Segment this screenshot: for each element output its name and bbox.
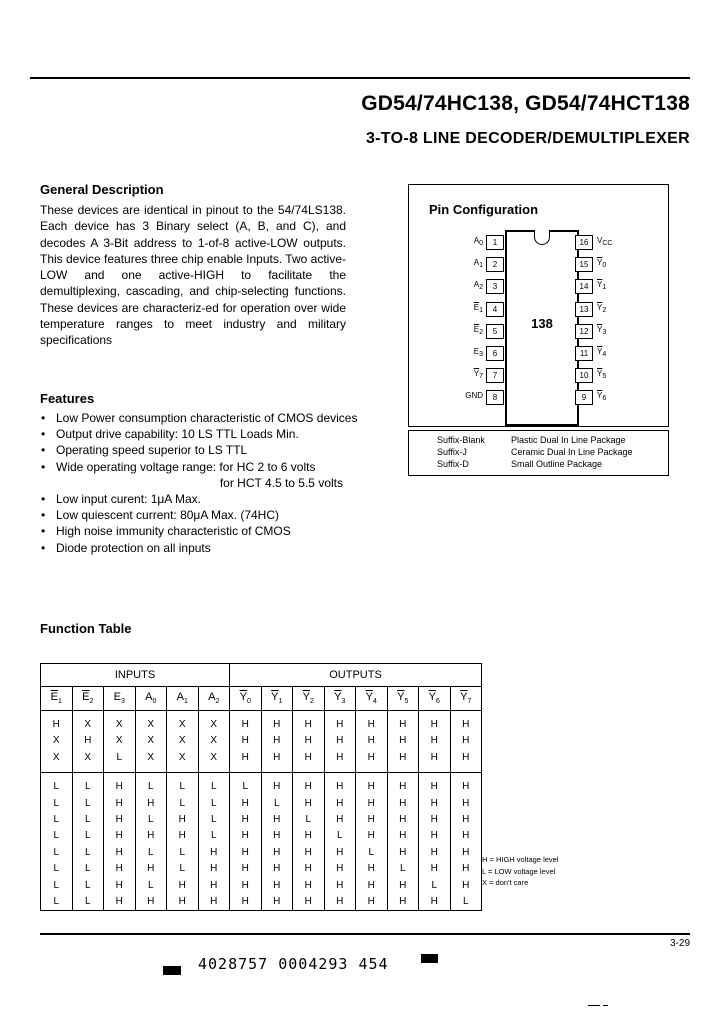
table-cell: L <box>104 750 136 773</box>
table-cell: H <box>104 812 136 828</box>
table-cell: H <box>167 828 199 844</box>
features-heading: Features <box>40 391 95 406</box>
table-cell: L <box>135 878 167 894</box>
table-cell: X <box>167 733 199 749</box>
table-row <box>41 845 482 861</box>
table-cell: L <box>72 812 104 828</box>
column-header: $\overline{Y}_6$ <box>419 687 451 711</box>
table-cell: L <box>419 878 451 894</box>
pin-label: GND <box>465 391 483 401</box>
suffix-row <box>437 447 633 457</box>
column-header: $\overline{E}_1$ <box>41 687 73 711</box>
pin-label: $\overline{Y}_3$ <box>597 324 607 336</box>
table-cell: H <box>167 878 199 894</box>
column-header: $A_1$ <box>167 687 199 711</box>
table-cell: H <box>324 894 356 911</box>
table-cell: H <box>230 796 262 812</box>
table-cell: H <box>450 812 482 828</box>
table-cell: H <box>104 878 136 894</box>
pin-label: $A_1$ <box>473 258 483 270</box>
pin-number-box: 8 <box>486 390 504 405</box>
pin-label: $\overline{E}_1$ <box>473 302 483 314</box>
table-cell: H <box>230 750 262 773</box>
feature-item: • Output drive capability: 10 LS TTL Loads Min. <box>40 426 360 442</box>
table-cell: H <box>72 733 104 749</box>
table-cell: H <box>261 711 293 734</box>
table-cell: L <box>41 861 73 877</box>
table-cell: L <box>387 861 419 877</box>
barcode-text: 4028757 0004293 454 <box>198 955 389 973</box>
table-cell: H <box>293 733 325 749</box>
suffix-value: Plastic Dual In Line Package <box>511 435 626 445</box>
suffix-key: Suffix-J <box>437 447 467 457</box>
table-cell: H <box>104 845 136 861</box>
table-cell: L <box>261 796 293 812</box>
table-cell: X <box>198 711 230 734</box>
feature-item: • Wide operating voltage range: for HC 2 to 6 volts <box>40 459 360 475</box>
column-header: $\overline{Y}_0$ <box>230 687 262 711</box>
column-header: $E_3$ <box>104 687 136 711</box>
column-header: $A_2$ <box>198 687 230 711</box>
pin-number-box: 11 <box>575 346 593 361</box>
pin-number-box: 7 <box>486 368 504 383</box>
table-cell: H <box>261 878 293 894</box>
legend-item: X = don't care <box>482 878 529 887</box>
footer-dash <box>588 1005 600 1006</box>
table-cell: H <box>419 828 451 844</box>
pin-label: $V_{CC}$ <box>597 236 613 247</box>
table-cell: L <box>72 878 104 894</box>
table-cell: L <box>72 845 104 861</box>
table-cell: X <box>135 750 167 773</box>
column-header: $\overline{Y}_7$ <box>450 687 482 711</box>
pin-label: $\overline{Y}_2$ <box>597 302 607 314</box>
barcode-block-left <box>163 966 181 975</box>
table-cell: H <box>356 894 388 911</box>
table-row <box>41 796 482 812</box>
table-cell: L <box>356 845 388 861</box>
table-cell: H <box>419 733 451 749</box>
column-header: $\overline{Y}_4$ <box>356 687 388 711</box>
table-cell: L <box>198 828 230 844</box>
table-cell: H <box>419 711 451 734</box>
table-cell: L <box>72 796 104 812</box>
table-cell: L <box>72 894 104 911</box>
table-cell: L <box>72 773 104 796</box>
table-cell: H <box>356 711 388 734</box>
suffix-row <box>437 435 626 445</box>
pin-label: $\overline{E}_2$ <box>473 324 483 336</box>
table-cell: X <box>72 711 104 734</box>
column-header: $\overline{Y}_3$ <box>324 687 356 711</box>
table-cell: H <box>104 861 136 877</box>
feature-item: • Low quiescent current: 80μA Max. (74HC) <box>40 507 360 523</box>
general-description-text <box>40 202 346 349</box>
table-cell: H <box>324 861 356 877</box>
table-cell: H <box>450 733 482 749</box>
table-cell: L <box>167 861 199 877</box>
table-cell: L <box>450 894 482 911</box>
feature-item-continuation: for HCT 4.5 to 5.5 volts <box>219 475 343 490</box>
table-cell: H <box>387 711 419 734</box>
table-cell: H <box>198 845 230 861</box>
document-subtitle: 3-TO-8 LINE DECODER/DEMULTIPLEXER <box>365 130 690 147</box>
table-cell: H <box>356 733 388 749</box>
pin-label: $A_0$ <box>473 236 483 247</box>
suffix-key: Suffix-D <box>437 459 469 469</box>
legend-item: H = HIGH voltage level <box>482 855 559 864</box>
pin-label: $A_2$ <box>473 280 483 292</box>
table-cell: H <box>387 773 419 796</box>
table-cell: X <box>104 711 136 734</box>
table-cell: H <box>387 733 419 749</box>
table-cell: L <box>167 845 199 861</box>
general-description-paragraph: These devices are identical in pinout to the 54/74LS138. Each device has 3 Binary select (A, B, and C), and decodes A 3-Bit address to 1-of-8 active-LOW outputs. This device features three chip enable Inputs. Two active-LOW and one active-HIGH to facilitate the demultiplexing, cascading, and chip-selecting functions. These devices are characteriz-ed for operation over wide temperature ranges to meet industry and military specifications <box>40 203 346 348</box>
table-cell: H <box>104 796 136 812</box>
table-row <box>41 878 482 894</box>
table-cell: H <box>261 773 293 796</box>
feature-item: • Operating speed superior to LS TTL <box>40 442 360 458</box>
table-cell: L <box>198 773 230 796</box>
function-table-legend <box>482 854 559 889</box>
table-cell: H <box>261 828 293 844</box>
feature-item: • Low input curent: 1μA Max. <box>40 491 360 507</box>
suffix-row <box>437 459 602 469</box>
table-cell: H <box>356 861 388 877</box>
pin-number-box: 3 <box>486 279 504 294</box>
column-header: $A_0$ <box>135 687 167 711</box>
table-cell: H <box>419 796 451 812</box>
table-cell: H <box>356 812 388 828</box>
table-cell: H <box>324 845 356 861</box>
column-header: $\overline{Y}_5$ <box>387 687 419 711</box>
table-cell: L <box>72 828 104 844</box>
document-title: GD54/74HC138, GD54/74HCT138 <box>361 92 690 115</box>
table-cell: H <box>324 750 356 773</box>
table-cell: H <box>230 828 262 844</box>
table-cell: H <box>293 750 325 773</box>
pin-number-box: 15 <box>575 257 593 272</box>
table-cell: L <box>41 828 73 844</box>
table-cell: H <box>135 796 167 812</box>
table-cell: X <box>41 733 73 749</box>
table-cell: H <box>387 894 419 911</box>
features-list <box>40 410 360 556</box>
function-table <box>40 663 482 911</box>
table-cell: H <box>324 711 356 734</box>
pin-label: $\overline{Y}_1$ <box>597 280 607 292</box>
table-cell: H <box>198 878 230 894</box>
table-cell: H <box>419 773 451 796</box>
table-cell: H <box>261 750 293 773</box>
table-cell: L <box>135 773 167 796</box>
table-cell: H <box>261 812 293 828</box>
legend-item: L = LOW voltage level <box>482 866 556 876</box>
inputs-group-header: INPUTS <box>41 664 230 687</box>
table-cell: H <box>387 812 419 828</box>
table-cell: H <box>198 861 230 877</box>
table-cell: X <box>72 750 104 773</box>
table-cell: H <box>293 796 325 812</box>
table-cell: X <box>135 733 167 749</box>
table-cell: H <box>135 894 167 911</box>
table-row <box>41 812 482 828</box>
table-cell: L <box>135 845 167 861</box>
table-cell: H <box>356 878 388 894</box>
table-cell: X <box>198 733 230 749</box>
pin-number-box: 14 <box>575 279 593 294</box>
feature-item: • High noise immunity characteristic of CMOS <box>40 523 360 539</box>
table-cell: H <box>419 894 451 911</box>
table-cell: H <box>387 845 419 861</box>
table-cell: H <box>324 812 356 828</box>
column-header: $\overline{Y}_2$ <box>293 687 325 711</box>
table-cell: H <box>230 711 262 734</box>
table-cell: L <box>167 796 199 812</box>
table-cell: L <box>41 878 73 894</box>
table-cell: H <box>293 845 325 861</box>
table-cell: H <box>198 894 230 911</box>
table-cell: H <box>293 861 325 877</box>
bottom-rule <box>40 933 690 935</box>
function-table-body <box>41 711 482 911</box>
table-cell: H <box>293 878 325 894</box>
table-row <box>41 894 482 911</box>
table-cell: H <box>135 828 167 844</box>
table-cell: X <box>167 711 199 734</box>
pin-number-box: 6 <box>486 346 504 361</box>
pin-number-box: 2 <box>486 257 504 272</box>
table-cell: L <box>41 796 73 812</box>
table-cell: H <box>356 773 388 796</box>
feature-item: • Low Power consumption characteristic of CMOS devices <box>40 410 360 426</box>
pin-configuration-heading: Pin Configuration <box>429 202 539 217</box>
table-cell: H <box>419 845 451 861</box>
table-cell: H <box>450 773 482 796</box>
table-cell: H <box>324 796 356 812</box>
footer-dash <box>603 1005 608 1006</box>
chip-package-outline <box>505 230 579 426</box>
pin-label: $\overline{Y}_6$ <box>597 391 607 403</box>
table-cell: H <box>450 845 482 861</box>
column-header-row <box>41 687 482 711</box>
table-cell: H <box>387 828 419 844</box>
table-cell: L <box>198 796 230 812</box>
table-cell: H <box>450 828 482 844</box>
chip-notch-icon <box>534 230 550 245</box>
pin-number-box: 12 <box>575 324 593 339</box>
table-cell: H <box>293 711 325 734</box>
column-header: $\overline{E}_2$ <box>72 687 104 711</box>
function-table-heading: Function Table <box>40 621 132 636</box>
pin-number-box: 4 <box>486 302 504 317</box>
table-cell: H <box>293 773 325 796</box>
table-row <box>41 828 482 844</box>
pin-label: $E_3$ <box>473 347 483 358</box>
suffix-value: Ceramic Dual In Line Package <box>511 447 633 457</box>
table-cell: H <box>167 894 199 911</box>
table-cell: L <box>41 845 73 861</box>
table-cell: H <box>261 733 293 749</box>
outputs-group-header: OUTPUTS <box>230 664 482 687</box>
table-cell: H <box>261 861 293 877</box>
table-cell: H <box>356 750 388 773</box>
table-cell: H <box>450 750 482 773</box>
table-cell: H <box>293 828 325 844</box>
table-cell: L <box>324 828 356 844</box>
table-cell: L <box>198 812 230 828</box>
table-cell: L <box>230 773 262 796</box>
table-cell: H <box>41 711 73 734</box>
table-row <box>41 750 482 773</box>
table-cell: H <box>387 750 419 773</box>
table-cell: L <box>72 861 104 877</box>
pin-configuration-box <box>408 184 669 427</box>
table-cell: L <box>41 894 73 911</box>
table-cell: L <box>41 773 73 796</box>
suffix-key: Suffix-Blank <box>437 435 485 445</box>
table-cell: H <box>324 878 356 894</box>
table-row <box>41 733 482 749</box>
table-cell: H <box>450 796 482 812</box>
table-cell: H <box>324 773 356 796</box>
table-cell: H <box>419 861 451 877</box>
table-cell: H <box>104 828 136 844</box>
table-cell: X <box>135 711 167 734</box>
table-row <box>41 711 482 734</box>
chip-label: 138 <box>531 316 553 331</box>
table-cell: X <box>167 750 199 773</box>
table-cell: X <box>198 750 230 773</box>
pin-number-box: 9 <box>575 390 593 405</box>
table-row <box>41 773 482 796</box>
table-cell: H <box>356 796 388 812</box>
table-cell: H <box>356 828 388 844</box>
pin-number-box: 13 <box>575 302 593 317</box>
top-rule <box>30 77 690 79</box>
table-row <box>41 861 482 877</box>
column-header: $\overline{Y}_1$ <box>261 687 293 711</box>
table-cell: H <box>104 894 136 911</box>
page-number: 3-29 <box>669 938 690 949</box>
pin-number-box: 1 <box>486 235 504 250</box>
pin-number-box: 16 <box>575 235 593 250</box>
feature-item: • Diode protection on all inputs <box>40 540 360 556</box>
table-cell: X <box>41 750 73 773</box>
table-cell: H <box>104 773 136 796</box>
table-cell: H <box>293 894 325 911</box>
table-cell: L <box>41 812 73 828</box>
pin-label: $\overline{Y}_5$ <box>597 369 607 381</box>
table-cell: H <box>419 812 451 828</box>
table-cell: H <box>230 845 262 861</box>
table-cell: X <box>104 733 136 749</box>
table-cell: H <box>230 812 262 828</box>
table-cell: H <box>387 796 419 812</box>
suffix-value: Small Outline Package <box>511 459 603 469</box>
table-cell: H <box>450 711 482 734</box>
barcode-block-right <box>421 954 438 963</box>
table-cell: L <box>135 812 167 828</box>
table-cell: L <box>167 773 199 796</box>
pin-label: $\overline{Y}_0$ <box>597 258 607 270</box>
pin-number-box: 5 <box>486 324 504 339</box>
package-suffix-box <box>408 430 669 476</box>
pin-number-box: 10 <box>575 368 593 383</box>
table-cell: H <box>261 845 293 861</box>
table-cell: H <box>419 750 451 773</box>
table-cell: H <box>450 861 482 877</box>
table-cell: H <box>387 878 419 894</box>
pin-label: $\overline{Y}_7$ <box>473 369 483 381</box>
general-description-heading: General Description <box>40 182 164 197</box>
table-cell: H <box>230 861 262 877</box>
table-cell: L <box>293 812 325 828</box>
table-cell: H <box>230 894 262 911</box>
pin-label: $\overline{Y}_4$ <box>597 347 607 358</box>
table-cell: H <box>230 878 262 894</box>
table-cell: H <box>450 878 482 894</box>
table-cell: H <box>324 733 356 749</box>
table-cell: H <box>135 861 167 877</box>
table-cell: H <box>167 812 199 828</box>
table-cell: H <box>230 733 262 749</box>
table-cell: H <box>261 894 293 911</box>
